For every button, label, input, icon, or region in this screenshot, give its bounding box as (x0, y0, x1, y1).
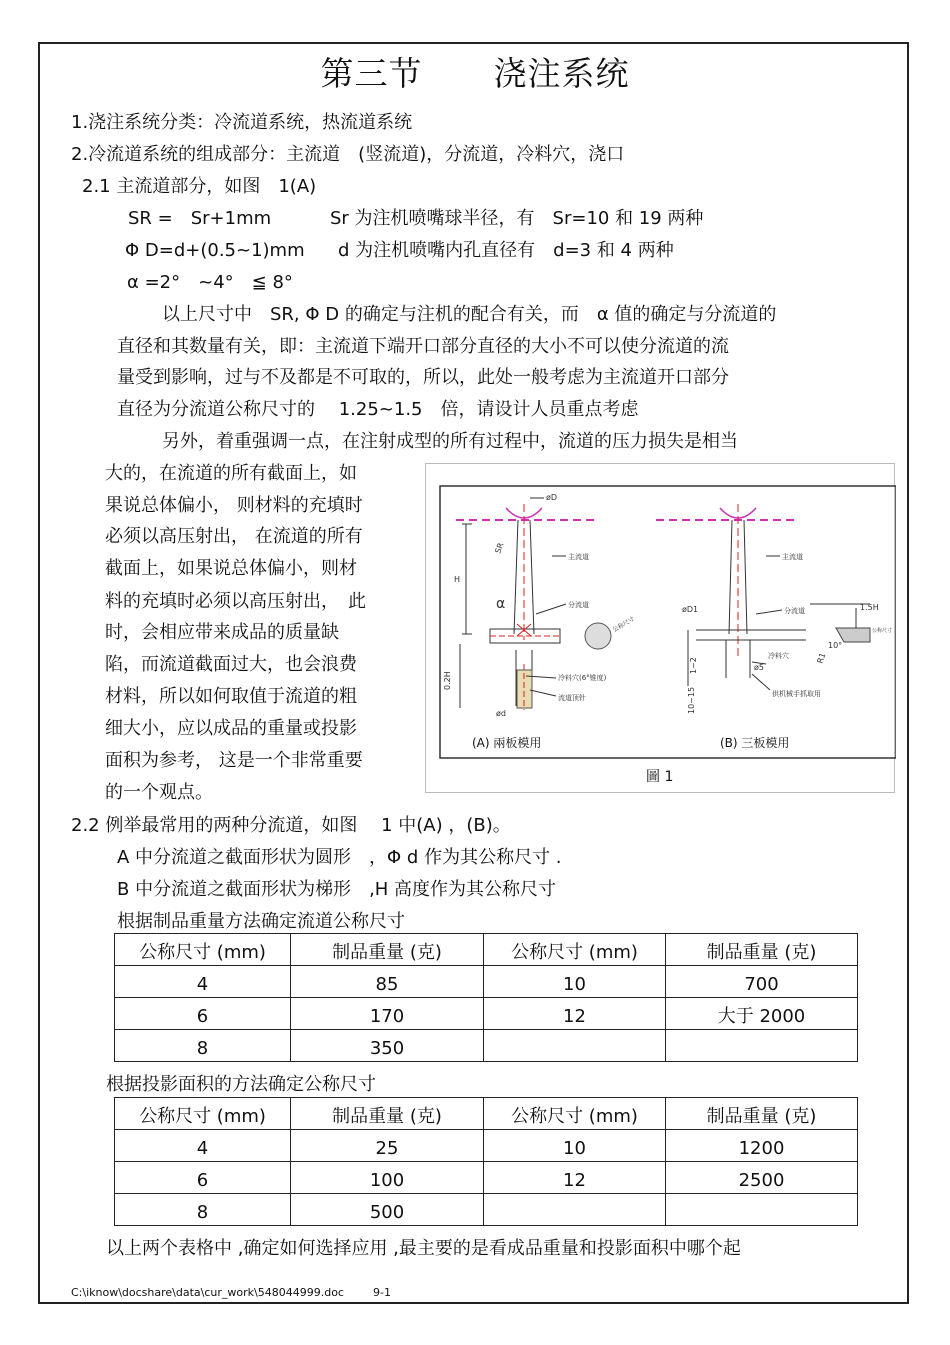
paragraph-line: 量受到影响，过与不及都是不可取的，所以，此处一般考虑为主流道开口部分 (117, 367, 729, 388)
header-cell: 制品重量 (克) (291, 1098, 484, 1130)
fig-label: øD (546, 493, 558, 502)
table-cell: 25 (291, 1130, 484, 1162)
fig-label: H (454, 575, 461, 584)
table-row (115, 1194, 858, 1226)
table1-caption: 根据制品重量方法确定流道公称尺寸 (117, 911, 405, 932)
header-cell: 制品重量 (克) (666, 1098, 858, 1130)
fig-label: 主流道 (568, 553, 589, 561)
fig-label: ød (496, 709, 506, 718)
formula-phid: Φ D=d+(0.5~1)mm (125, 240, 305, 261)
table-cell: 6 (115, 998, 291, 1030)
table-cell: 12 (484, 998, 666, 1030)
paragraph-line: 以上尺寸中 SR, Φ D 的确定与注机的配合有关，而 α 值的确定与分流道的 (162, 304, 777, 325)
heading-2-2: 2.2 例举最常用的两种分流道，如图 1 中(A) ，(B)。 (71, 815, 511, 836)
header-cell: 公称尺寸 (mm) (115, 1098, 291, 1130)
heading-2-1: 2.1 主流道部分，如图 1(A) (82, 176, 317, 197)
table-row (115, 1162, 858, 1194)
table-cell: 8 (115, 1030, 291, 1062)
fig-label: 10° (828, 641, 843, 650)
table-row (115, 998, 858, 1030)
paragraph-line: 材料，所以如何取值于流道的粗 (105, 686, 357, 707)
formula-sr: SR = Sr+1mm (128, 208, 272, 229)
paragraph-line: 的一个观点。 (105, 782, 213, 803)
paragraph-line: 料的充填时必须以高压射出， 此 (105, 591, 366, 612)
table-header-row (115, 934, 858, 966)
table-cell: 6 (115, 1162, 291, 1194)
figure-1 (425, 463, 895, 793)
paragraph-line: 时，会相应带来成品的质量缺 (105, 622, 339, 643)
fig-label: 10~15 (687, 686, 696, 714)
formula-sr-note: Sr 为注机喷嘴球半径，有 Sr=10 和 19 两种 (330, 208, 704, 229)
footer-path: C:\iknow\docshare\data\cur_work\548044999.doc (71, 1286, 344, 1299)
table-row (115, 1030, 858, 1062)
table-cell (484, 1194, 666, 1226)
figure-caption: 圖 1 (646, 769, 674, 785)
fig-label: R1 (815, 651, 828, 665)
formula-phid-note: d 为注机喷嘴内孔直径有 d=3 和 4 两种 (338, 240, 674, 261)
table-cell: 8 (115, 1194, 291, 1226)
table-cell: 12 (484, 1162, 666, 1194)
table-cell: 85 (291, 966, 484, 998)
fig-label: øD1 (682, 605, 699, 614)
paragraph-line: 另外，着重强调一点，在注射成型的所有过程中，流道的压力损失是相当 (162, 431, 738, 452)
table-cell: 4 (115, 1130, 291, 1162)
paragraph-line: 面积为参考， 这是一个非常重要 (105, 750, 363, 771)
fig-label: α (496, 596, 506, 612)
table-row (115, 966, 858, 998)
line-section-a: A 中分流道之截面形状为圆形 ，Φ d 作为其公称尺寸 . (117, 847, 562, 868)
header-cell: 公称尺寸 (mm) (484, 1098, 666, 1130)
fig-label: 分流道 (568, 601, 589, 609)
table-weight (114, 933, 858, 1062)
page-title (0, 52, 950, 96)
footer-page-number: 9-1 (373, 1286, 391, 1299)
table-cell: 350 (291, 1030, 484, 1062)
table-cell: 4 (115, 966, 291, 998)
title-section: 第三节 (320, 54, 423, 93)
table-cell (666, 1194, 858, 1226)
table-cell: 10 (484, 966, 666, 998)
table-cell: 2500 (666, 1162, 858, 1194)
title-topic: 浇注系统 (493, 54, 630, 93)
fig-label: 1.5H (860, 603, 879, 612)
fig-label: SR (493, 541, 506, 555)
line-classification: 1.浇注系统分类：冷流道系统，热流道系统 (71, 112, 413, 133)
table-header-row (115, 1098, 858, 1130)
fig-label: ø5 (754, 663, 764, 672)
table-cell: 大于 2000 (666, 998, 858, 1030)
table-row (115, 1130, 858, 1162)
fig-label: 公称尺寸 (872, 628, 893, 634)
table-cell: 170 (291, 998, 484, 1030)
fig-label: 供机械手抓取用 (772, 690, 821, 698)
table-cell: 100 (291, 1162, 484, 1194)
paragraph-line: 大的，在流道的所有截面上，如 (105, 463, 357, 484)
fig-label: 公称尺寸 (611, 615, 636, 634)
table2-caption: 根据投影面积的方法确定公称尺寸 (106, 1074, 376, 1095)
header-cell: 公称尺寸 (mm) (484, 934, 666, 966)
closing-paragraph: 以上两个表格中 ,确定如何选择应用 ,最主要的是看成品重量和投影面积中哪个起 (106, 1238, 741, 1259)
table-cell: 500 (291, 1194, 484, 1226)
fig-label: 流道顶针 (558, 694, 586, 702)
table-cell: 10 (484, 1130, 666, 1162)
table-cell (666, 1030, 858, 1062)
line-components: 2.冷流道系统的组成部分：主流道 (竖流道)，分流道，冷料穴，浇口 (71, 144, 625, 165)
header-cell: 制品重量 (克) (666, 934, 858, 966)
paragraph-line: 细大小，应以成品的重量或投影 (105, 718, 357, 739)
paragraph-line: 必须以高压射出， 在流道的所有 (105, 526, 363, 547)
figure-caption-b: (B) 三板模用 (720, 736, 790, 750)
fig-label: 冷料穴(6°锥度) (558, 674, 607, 682)
header-cell: 制品重量 (克) (291, 934, 484, 966)
table-cell: 1200 (666, 1130, 858, 1162)
header-cell: 公称尺寸 (mm) (115, 934, 291, 966)
table-cell (484, 1030, 666, 1062)
table-cell: 700 (666, 966, 858, 998)
paragraph-line: 直径和其数量有关，即：主流道下端开口部分直径的大小不可以使分流道的流 (117, 336, 729, 357)
fig-label: 主流道 (782, 553, 803, 561)
paragraph-line: 陷，而流道截面过大，也会浪费 (105, 654, 357, 675)
formula-alpha: α =2° ~4° ≦ 8° (127, 272, 293, 293)
paragraph-line: 截面上，如果说总体偏小，则材 (105, 558, 357, 579)
paragraph-line: 直径为分流道公称尺寸的 1.25~1.5 倍，请设计人员重点考虑 (117, 399, 639, 420)
fig-label: 分流道 (784, 607, 805, 615)
figure-caption-a: (A) 兩板模用 (472, 736, 542, 750)
fig-label: 冷料穴 (768, 652, 789, 660)
table-projection (114, 1097, 858, 1226)
paragraph-line: 果说总体偏小， 则材料的充填时 (105, 495, 363, 516)
fig-label: 0.2H (443, 671, 452, 690)
line-section-b: B 中分流道之截面形状为梯形 ,H 高度作为其公称尺寸 (117, 879, 557, 900)
fig-label: 1~2 (689, 657, 698, 674)
